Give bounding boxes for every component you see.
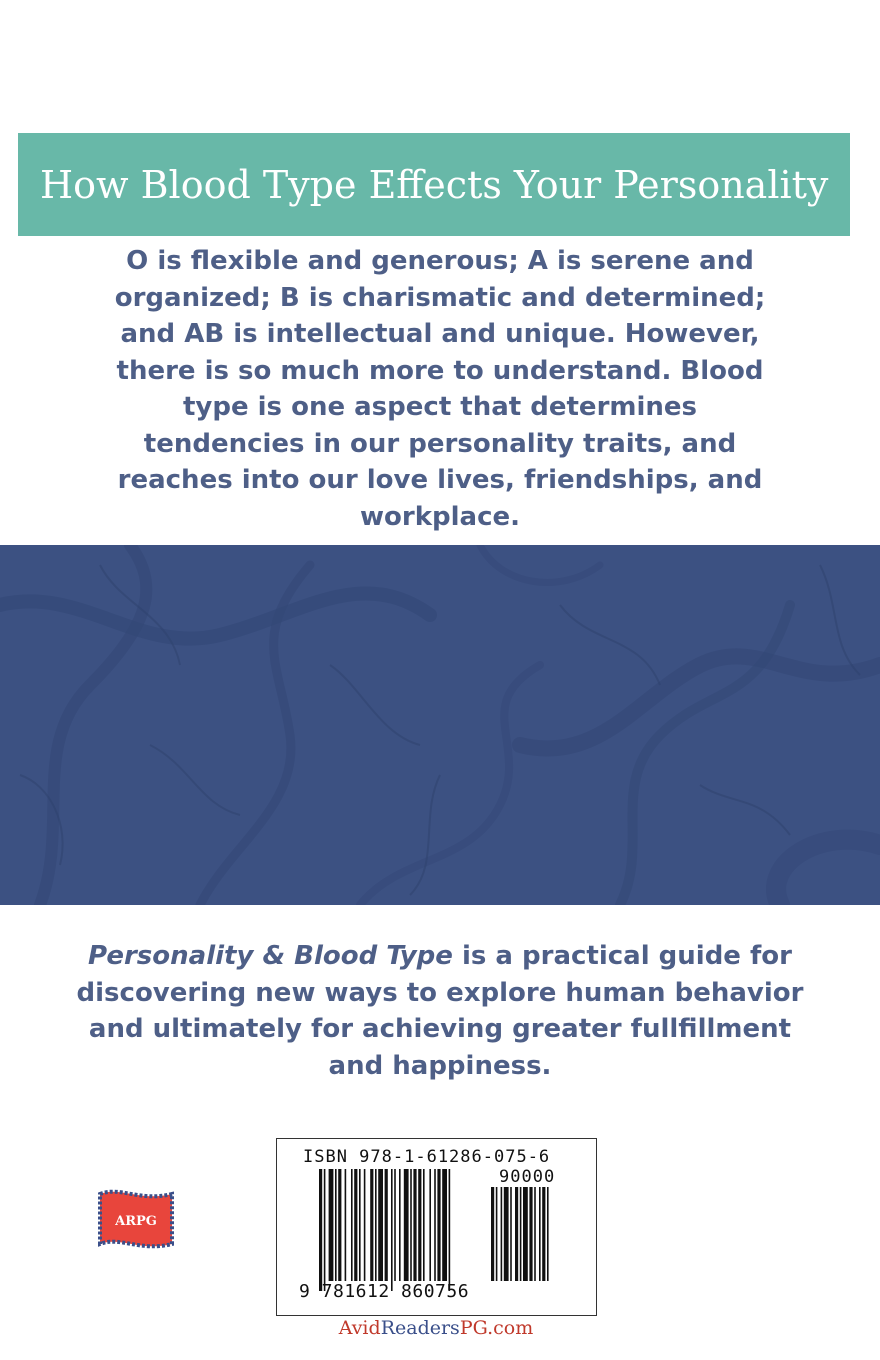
bottom-blurb — [70, 938, 810, 1084]
publisher-logo — [96, 1186, 176, 1258]
website-part-avid: Avid — [338, 1317, 381, 1339]
book-title: How Blood Type Effects Your Personality — [40, 162, 829, 207]
vein-image-band — [0, 545, 880, 905]
website-part-readers: Readers — [380, 1317, 460, 1339]
top-blurb: O is flexible and generous; A is serene and organized; B is charismatic and determined; and AB is intellectual and unique. However, there is so much more to understand. Blood type is one aspect that determines tendencies in our personality traits, and reaches into our love lives, friendships, and workplace. — [114, 246, 766, 532]
vein-pattern-image — [0, 545, 880, 905]
website-part-pg: PG.com — [459, 1317, 534, 1339]
bottom-blurb-book-title: Personality & Blood Type — [87, 941, 453, 971]
logo-text: ARPG — [115, 1214, 157, 1229]
bottom-blurb-text: is a practical guide for discovering new ways to explore human behavior and ultimately for achieving greater fullfillment and happiness. — [76, 941, 804, 1081]
publisher-website — [276, 1317, 596, 1339]
isbn-number: ISBN 978-1-61286-075-6 — [303, 1147, 551, 1167]
price-code: 90000 — [499, 1167, 556, 1187]
ean-digits: 9 781612 860756 — [299, 1281, 470, 1302]
title-band — [18, 133, 850, 236]
isbn-barcode — [276, 1138, 597, 1316]
